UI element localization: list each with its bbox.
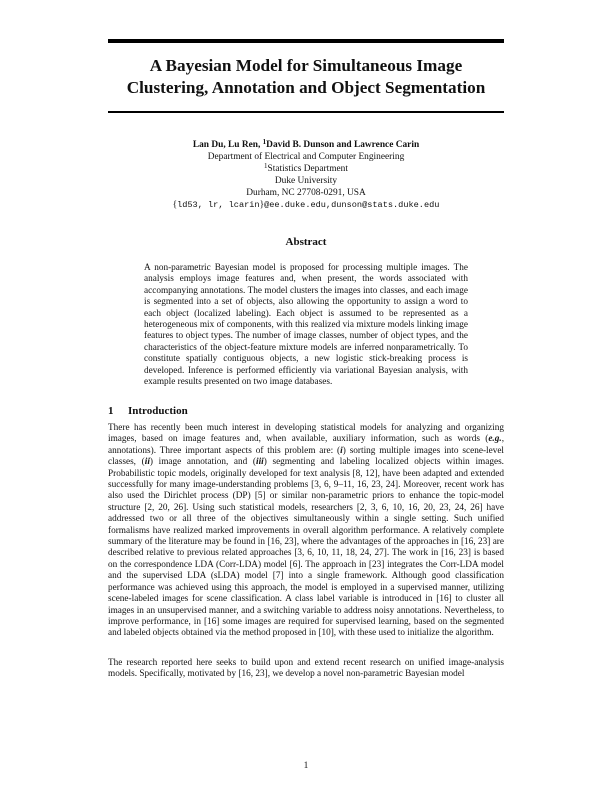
email-domains: @ee.duke.edu,dunson@stats.duke.edu [264,200,440,210]
affiliation-university: Duke University [274,176,338,186]
author-names [108,139,504,151]
author-names-part-a: Lan Du, Lu Ren, [192,140,263,150]
affiliation-statistics-text: Statistics Department [267,164,348,174]
intro-paragraph-2: The research reported here seeks to build upon and extend recent research on unified image-analysis models. Specifically, motivated by [16, 23], we develop a novel non-parametric Bayesian model [108,658,504,680]
email-brace-close: } [259,200,265,210]
affiliation-address: Durham, NC 27708-0291, USA [246,188,366,198]
email-ids: ld53, lr, lcarin [177,200,260,210]
paper-title [108,55,504,99]
affiliation-department: Department of Electrical and Computer Engineering [207,152,405,162]
intro-p1-text-d: ) image annotation, and ( [149,457,257,468]
intro-p1-item-i: i [340,445,343,456]
page-number: 1 [303,761,309,771]
title-rule [108,111,504,113]
author-emails [108,199,504,211]
author-affil-marker: 1 [262,138,267,146]
intro-p1-text-a: There has recently been much interest in developing statistical models for analyzing and organizing images, based on image features and, when available, auxiliary information, such as words ( [108,423,504,445]
intro-p1-text-b: , annotations). Three important aspects of this problem are: ( [108,434,504,456]
intro-paragraph-1 [108,423,504,640]
affiliation-statistics [108,163,504,175]
abstract-heading: Abstract [285,236,327,248]
abstract-text: A non-parametric Bayesian model is proposed for processing multiple images. The analysis employs image features and, when present, the words associated with accompanying annotations. The model clusters the images into classes, and each image is segmented into a set of objects, also allowing the opportunity to assign a word to each object (localized labeling). Each object is assumed to be represented as a heterogeneous mix of components, with this realized via mixture models linking image features to object types. The number of image classes, number of object types, and the characteristics of the object-feature mixture models are inferred nonparametrically. To constitute spatially contiguous objects, a new logistic stick-breaking process is developed. Inference is performed efficiently via variational Bayesian analysis, with example results presented on two image databases. [144,263,468,388]
email-brace-open: { [172,200,178,210]
intro-p1-item-iii: iii [256,457,264,468]
section-number: 1 [108,405,114,417]
intro-p1-item-ii: ii [144,457,150,468]
title-line-1: A Bayesian Model for Simultaneous Image [149,56,463,75]
author-block [108,139,504,211]
top-rule [108,39,504,43]
affiliation-marker: 1 [264,162,268,170]
section-heading-introduction [108,405,188,417]
intro-p1-text-e: ) segmenting and labeling localized objects within images. Probabilistic topic models, originally developed for text analysis [8, 12], have been adapted and extended successfully for many image-understanding problems [3, 6, 9–11, 16, 23, 24]. Moreover, recent work has also used the Dirichlet process (DP) [5] or similar non-parametric priors to enhance the topic-model structure [2, 20, 26]. Using such statistical models, researchers [2, 3, 6, 10, 16, 20, 23, 24, 26] have addressed two or all three of the objectives simultaneously within a single setting. Such unified formalisms have realized marked improvements in overall algorithm performance. A relatively complete summary of the literature may be found in [16, 23], where the advantages of the approaches in [16, 23] are described relative to previous related approaches [3, 6, 10, 11, 18, 24, 27]. The work in [16, 23] is based on the correspondence LDA (Corr-LDA) model [6]. The approach in [23] integrates the Corr-LDA model and the supervised LDA (sLDA) model [7] into a single framework. Although good classification performance was achieved using this approach, the model is employed in a supervised manner, utilizing scene-labeled images for scene classification. A class label variable is introduced in [16] to cluster all images in an unsupervised manner, and a switching variable to address noisy annotations. Nevertheless, to improve performance, in [16] some images are required for supervised learning, based on the segmented and labeled objects obtained via the method proposed in [10], with these used to initialize the algorithm. [108,457,504,639]
section-title: Introduction [128,405,188,417]
intro-p1-eg: e.g. [488,434,502,445]
author-names-part-b: David B. Dunson and Lawrence Carin [266,140,420,150]
title-line-2: Clustering, Annotation and Object Segmentation [126,78,486,97]
intro-p1-text-c: ) sorting multiple images into scene-level classes, ( [108,445,505,468]
